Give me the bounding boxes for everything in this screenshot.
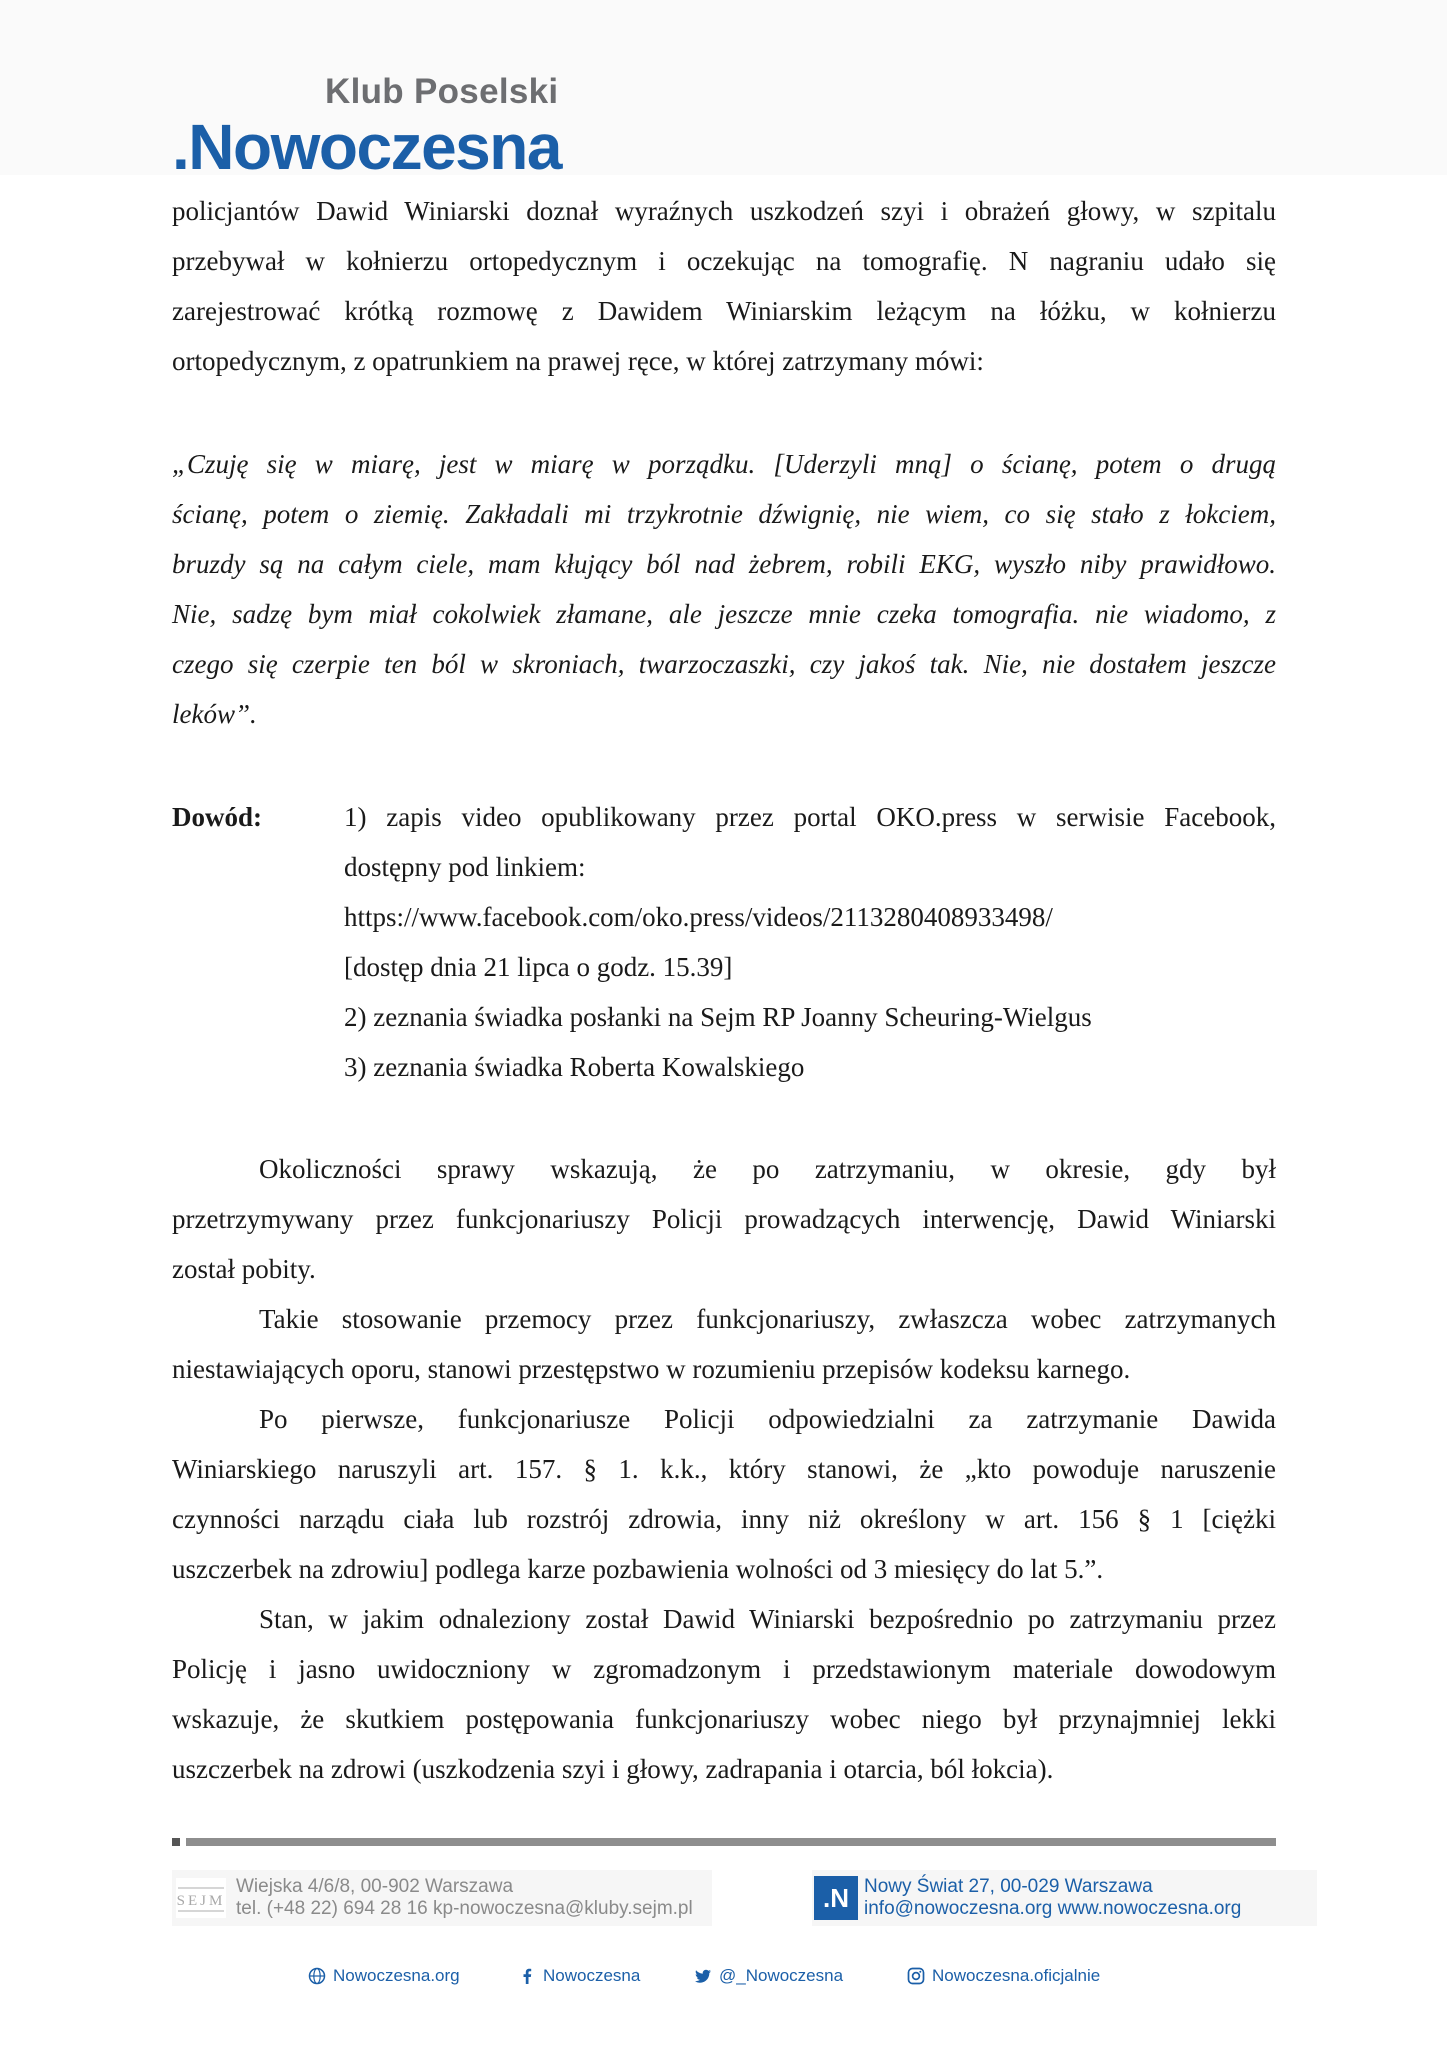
instagram-icon bbox=[907, 1967, 925, 1985]
paragraph-conclusion bbox=[172, 1594, 1276, 1794]
evidence-item: [dostęp dnia 21 lipca o godz. 15.39] bbox=[344, 952, 733, 982]
facebook-icon bbox=[518, 1967, 536, 1985]
party-address-line: Nowy Świat 27, 00-029 Warszawa bbox=[864, 1876, 1153, 1897]
twitter-icon bbox=[694, 1967, 712, 1985]
text-line: policjantów Dawid Winiarski doznał wyraźnych uszkodzeń szyi i obrażeń głowy, w szpitalu bbox=[172, 196, 1276, 226]
text-line: niestawiających oporu, stanowi przestępstwo w rozumieniu przepisów kodeksu karnego. bbox=[172, 1354, 1131, 1384]
evidence-label: Dowód: bbox=[172, 802, 263, 832]
quote-line: Nie, sadzę bym miał cokolwiek złamane, ale jeszcze mnie czeka tomografia. nie wiadomo, z bbox=[172, 599, 1276, 629]
social-twitter[interactable] bbox=[694, 1966, 843, 1986]
globe-icon bbox=[308, 1967, 326, 1985]
paragraph-circumstances bbox=[172, 1144, 1276, 1294]
text-line: ortopedycznym, z opatrunkiem na prawej ręce, w której zatrzymany mówi: bbox=[172, 346, 984, 376]
evidence-item: 3) zeznania świadka Roberta Kowalskiego bbox=[344, 1052, 805, 1082]
evidence-list bbox=[344, 792, 1276, 1092]
text-line: Stan, w jakim odnaleziony został Dawid Winiarski bezpośrednio po zatrzymaniu przez bbox=[259, 1604, 1276, 1634]
social-web[interactable] bbox=[308, 1966, 460, 1986]
quote-line: „Czuję się w miarę, jest w miarę w porządku. [Uderzyli mną] o ścianę, potem o drugą bbox=[172, 449, 1276, 479]
paragraph-article bbox=[172, 1394, 1276, 1594]
logo-party-name: .Nowoczesna bbox=[172, 111, 561, 183]
text-line: Winiarskiego naruszyli art. 157. § 1. k.k., który stanowi, że „kto powoduje naruszenie bbox=[172, 1454, 1276, 1484]
sejm-address-line: Wiejska 4/6/8, 00-902 Warszawa bbox=[236, 1876, 514, 1897]
quote-line: ścianę, potem o ziemię. Zakładali mi trzykrotnie dźwignię, nie wiem, co się stało z łokciem, bbox=[172, 499, 1276, 529]
evidence-item: 2) zeznania świadka posłanki na Sejm RP Joanny Scheuring-Wielgus bbox=[344, 1002, 1092, 1032]
quote-line: czego się czerpie ten ból w skroniach, twarzoczaszki, czy jakoś tak. Nie, nie dostałem jeszcze bbox=[172, 649, 1276, 679]
social-web-label: Nowoczesna.org bbox=[333, 1966, 460, 1985]
footer-divider bbox=[186, 1838, 1276, 1846]
text-line: uszczerbek na zdrowiu] podlega karze pozbawienia wolności od 3 miesięcy do lat 5.”. bbox=[172, 1554, 1104, 1584]
quote-line: leków”. bbox=[172, 699, 257, 729]
evidence-item: dostępny pod linkiem: bbox=[344, 852, 586, 882]
party-address bbox=[864, 1876, 1241, 1920]
sejm-logo-icon bbox=[176, 1878, 226, 1918]
text-line: został pobity. bbox=[172, 1254, 316, 1284]
sejm-address bbox=[236, 1876, 693, 1920]
text-line: zarejestrować krótką rozmowę z Dawidem Winiarskim leżącym na łóżku, w kołnierzu bbox=[172, 296, 1276, 326]
n-logo-icon: .N bbox=[814, 1876, 858, 1920]
social-facebook-label: Nowoczesna bbox=[543, 1966, 641, 1985]
paragraph-violence bbox=[172, 1294, 1276, 1394]
social-twitter-label: @_Nowoczesna bbox=[719, 1966, 844, 1985]
paragraph-intro bbox=[172, 186, 1276, 386]
text-line: Takie stosowanie przemocy przez funkcjonariuszy, zwłaszcza wobec zatrzymanych bbox=[259, 1304, 1276, 1334]
evidence-item: 1) zapis video opublikowany przez portal OKO.press w serwisie Facebook, bbox=[344, 802, 1276, 832]
quote-block bbox=[172, 439, 1276, 739]
text-line: Policję i jasno uwidoczniony w zgromadzonym i przedstawionym materiale dowodowym bbox=[172, 1654, 1276, 1684]
social-facebook[interactable] bbox=[518, 1966, 640, 1986]
text-line: przetrzymywany przez funkcjonariuszy Policji prowadzących interwencję, Dawid Winiarski bbox=[172, 1204, 1276, 1234]
sejm-logo-text: SEJM bbox=[176, 1893, 226, 1909]
social-instagram[interactable] bbox=[907, 1966, 1100, 1986]
evidence-link[interactable]: https://www.facebook.com/oko.press/videos/2113280408933498/ bbox=[344, 902, 1053, 932]
text-line: Po pierwsze, funkcjonariusze Policji odpowiedzialni za zatrzymanie Dawida bbox=[259, 1404, 1276, 1434]
text-line: Okoliczności sprawy wskazują, że po zatrzymaniu, w okresie, gdy był bbox=[259, 1154, 1276, 1184]
footer-sejm-contact bbox=[172, 1870, 712, 1926]
footer-party-contact bbox=[812, 1870, 1317, 1926]
text-line: przebywał w kołnierzu ortopedycznym i oczekując na tomografię. N nagraniu udało się bbox=[172, 246, 1276, 276]
sejm-phone-email[interactable]: tel. (+48 22) 694 28 16 kp-nowoczesna@kluby.sejm.pl bbox=[236, 1898, 693, 1919]
text-line: wskazuje, że skutkiem postępowania funkcjonariuszy wobec niego był przynajmniej lekki bbox=[172, 1704, 1276, 1734]
text-line: uszczerbek na zdrowi (uszkodzenia szyi i głowy, zadrapania i otarcia, ból łokcia). bbox=[172, 1754, 1054, 1784]
quote-line: bruzdy są na całym ciele, mam kłujący ból nad żebrem, robili EKG, wyszło niby prawidłowo. bbox=[172, 549, 1276, 579]
text-line: czynności narządu ciała lub rozstrój zdrowia, inny niż określony w art. 156 § 1 [ciężki bbox=[172, 1504, 1276, 1534]
party-email-web[interactable]: info@nowoczesna.org www.nowoczesna.org bbox=[864, 1898, 1242, 1919]
social-instagram-label: Nowoczesna.oficjalnie bbox=[932, 1966, 1101, 1985]
logo-club-label: Klub Poselski bbox=[325, 72, 559, 111]
footer-divider-dot bbox=[172, 1838, 180, 1846]
